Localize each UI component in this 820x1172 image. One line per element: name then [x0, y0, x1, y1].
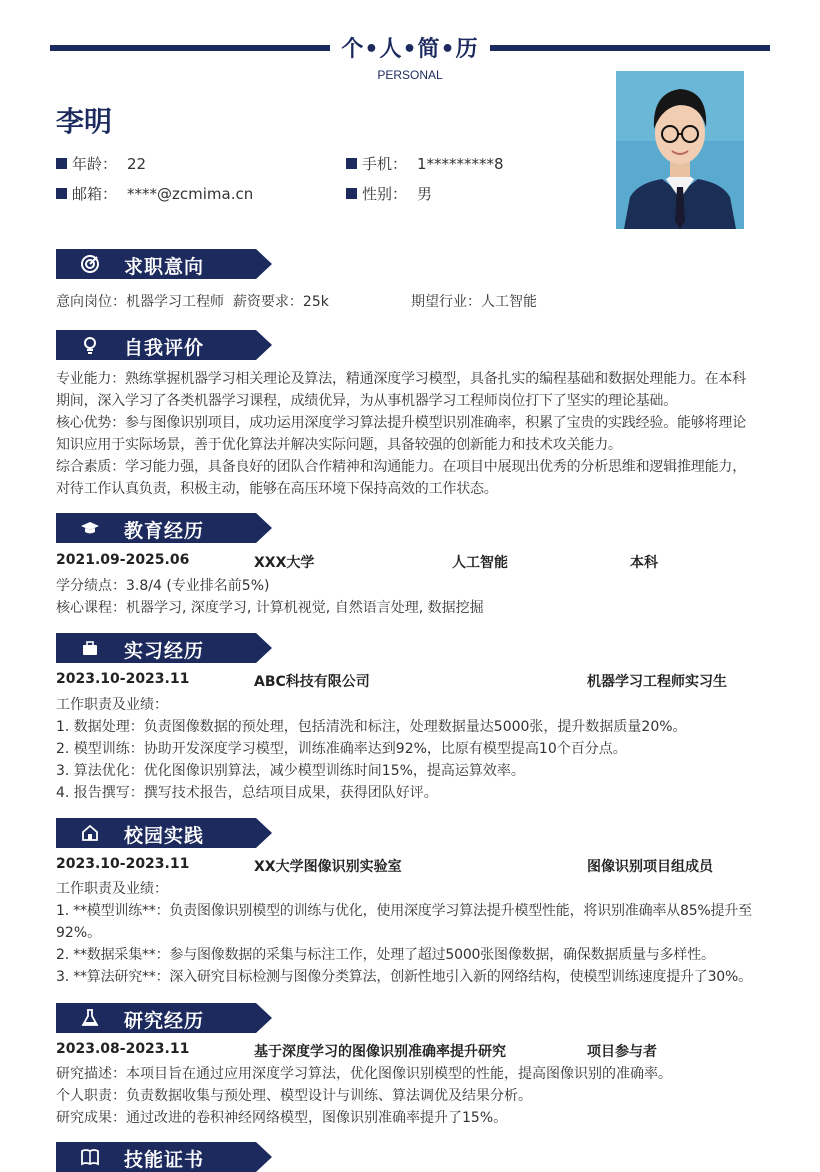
campus-date: 2023.10-2023.11: [56, 856, 190, 872]
resume-subtitle: PERSONAL: [377, 68, 443, 82]
campus-line: 2. **数据采集**：参与图像数据的采集与标注工作，处理了超过5000张图像数据，确保数据质量与多样性。: [56, 947, 715, 963]
age-value: 22: [127, 155, 147, 173]
internship-line: 1. 数据处理：负责图像数据的预处理，包括清洗和标注，处理数据量达5000张，提升数据质量20%。: [56, 719, 687, 735]
research-line: 研究成果：通过改进的卷积神经网络模型，图像识别准确率提升了15%。: [56, 1110, 508, 1126]
profile-photo: [616, 71, 744, 229]
email-field: [56, 183, 253, 204]
section-title-self: 自我评价: [124, 337, 205, 359]
lightbulb-icon: [80, 335, 100, 355]
internship-line: 3. 算法优化：优化图像识别算法，减少模型训练时间15%，提高运算效率。: [56, 763, 525, 779]
section-title-internship: 实习经历: [124, 640, 205, 662]
self-eval-line: 综合素质：学习能力强，具备良好的团队合作精神和沟通能力。在项目中展现出优秀的分析思维和逻辑推理能力，: [56, 459, 746, 475]
self-eval-line: 期间，深入学习了各类机器学习课程，成绩优异，为从事机器学习工程师岗位打下了坚实的理论基础。: [56, 393, 677, 409]
book-icon: [80, 1147, 100, 1167]
phone-value: 1*********8: [417, 155, 504, 173]
resume-title: 个•人•简•历: [341, 37, 479, 62]
age-label: 年龄：: [72, 155, 118, 173]
education-date: 2021.09-2025.06: [56, 552, 190, 568]
self-eval-line: 对待工作认真负责，积极主动，能够在高压环境下保持高效的工作状态。: [56, 481, 498, 497]
education-major: 人工智能: [452, 555, 508, 571]
section-title-campus: 校园实践: [124, 825, 205, 847]
intent-salary: 薪资要求：25k: [232, 294, 329, 310]
target-icon: [80, 254, 100, 274]
gender-label: 性别：: [362, 185, 408, 203]
age-field: [56, 153, 146, 174]
intent-industry: 期望行业：人工智能: [411, 294, 537, 310]
header-rule-right: [490, 45, 770, 51]
internship-line: 工作职责及业绩：: [56, 697, 168, 713]
phone-label: 手机：: [362, 155, 408, 173]
campus-line: 3. **算法研究**：深入研究目标检测与图像分类算法，创新性地引入新的网络结构，使模型训练速度提升了30%。: [56, 969, 752, 985]
header-rule-left: [50, 45, 330, 51]
campus-line: 92%。: [56, 925, 102, 941]
gender-value: 男: [417, 185, 433, 203]
section-header-campus: [56, 818, 272, 848]
gender-field: [346, 183, 432, 204]
candidate-name: 李明: [56, 105, 113, 138]
section-title-research: 研究经历: [124, 1010, 205, 1032]
self-eval-line: 知识应用于实际场景，善于优化算法并解决实际问题，具备较强的创新能力和技术攻关能力。: [56, 437, 622, 453]
bullet-square-icon: [346, 188, 357, 199]
email-value: ****@zcmima.cn: [127, 185, 254, 203]
internship-company: ABC科技有限公司: [254, 674, 370, 690]
research-topic: 基于深度学习的图像识别准确率提升研究: [254, 1044, 506, 1060]
research-line: 个人职责：负责数据收集与预处理、模型设计与训练、算法调优及结果分析。: [56, 1088, 532, 1104]
section-header-self: [56, 330, 272, 360]
section-title-education: 教育经历: [124, 520, 205, 542]
phone-field: [346, 153, 504, 174]
education-courses: 核心课程：机器学习, 深度学习, 计算机视觉, 自然语言处理, 数据挖掘: [56, 600, 484, 616]
section-title-skills: 技能证书: [124, 1149, 205, 1171]
internship-line: 2. 模型训练：协助开发深度学习模型，训练准确率达到92%，比原有模型提高10个百分点。: [56, 741, 627, 757]
bullet-square-icon: [346, 158, 357, 169]
research-date: 2023.08-2023.11: [56, 1041, 190, 1057]
self-eval-line: 专业能力：熟练掌握机器学习相关理论及算法，精通深度学习模型，具备扎实的编程基础和数据处理能力。在本科: [56, 371, 746, 387]
education-degree: 本科: [630, 555, 658, 571]
research-line: 研究描述：本项目旨在通过应用深度学习算法，优化图像识别模型的性能，提高图像识别的准确率。: [56, 1066, 672, 1082]
email-label: 邮箱：: [72, 185, 118, 203]
internship-date: 2023.10-2023.11: [56, 671, 190, 687]
self-eval-line: 核心优势：参与图像识别项目，成功运用深度学习算法提升模型识别准确率，积累了宝贵的实践经验。能够将理论: [56, 415, 746, 431]
education-school: XXX大学: [254, 555, 315, 571]
section-title-intent: 求职意向: [124, 256, 205, 278]
graduation-cap-icon: [80, 518, 100, 538]
campus-role: 图像识别项目组成员: [587, 859, 713, 875]
intent-position: 意向岗位：机器学习工程师: [56, 294, 224, 310]
section-header-internship: [56, 633, 272, 663]
flask-icon: [80, 1008, 100, 1028]
section-header-skills: [56, 1142, 272, 1172]
campus-line: 工作职责及业绩：: [56, 881, 168, 897]
briefcase-icon: [80, 638, 100, 658]
section-header-research: [56, 1003, 272, 1033]
internship-role: 机器学习工程师实习生: [587, 674, 727, 690]
section-header-intent: [56, 249, 272, 279]
campus-org: XX大学图像识别实验室: [254, 859, 402, 875]
education-gpa: 学分绩点：3.8/4 (专业排名前5%): [56, 578, 270, 594]
section-header-education: [56, 513, 272, 543]
bullet-square-icon: [56, 188, 67, 199]
campus-line: 1. **模型训练**：负责图像识别模型的训练与优化，使用深度学习算法提升模型性能，将识别准确率从85%提升至: [56, 903, 752, 919]
intent-position-salary: [56, 291, 396, 313]
bullet-square-icon: [56, 158, 67, 169]
internship-line: 4. 报告撰写：撰写技术报告，总结项目成果，获得团队好评。: [56, 785, 438, 801]
research-role: 项目参与者: [587, 1044, 657, 1060]
building-icon: [80, 823, 100, 843]
